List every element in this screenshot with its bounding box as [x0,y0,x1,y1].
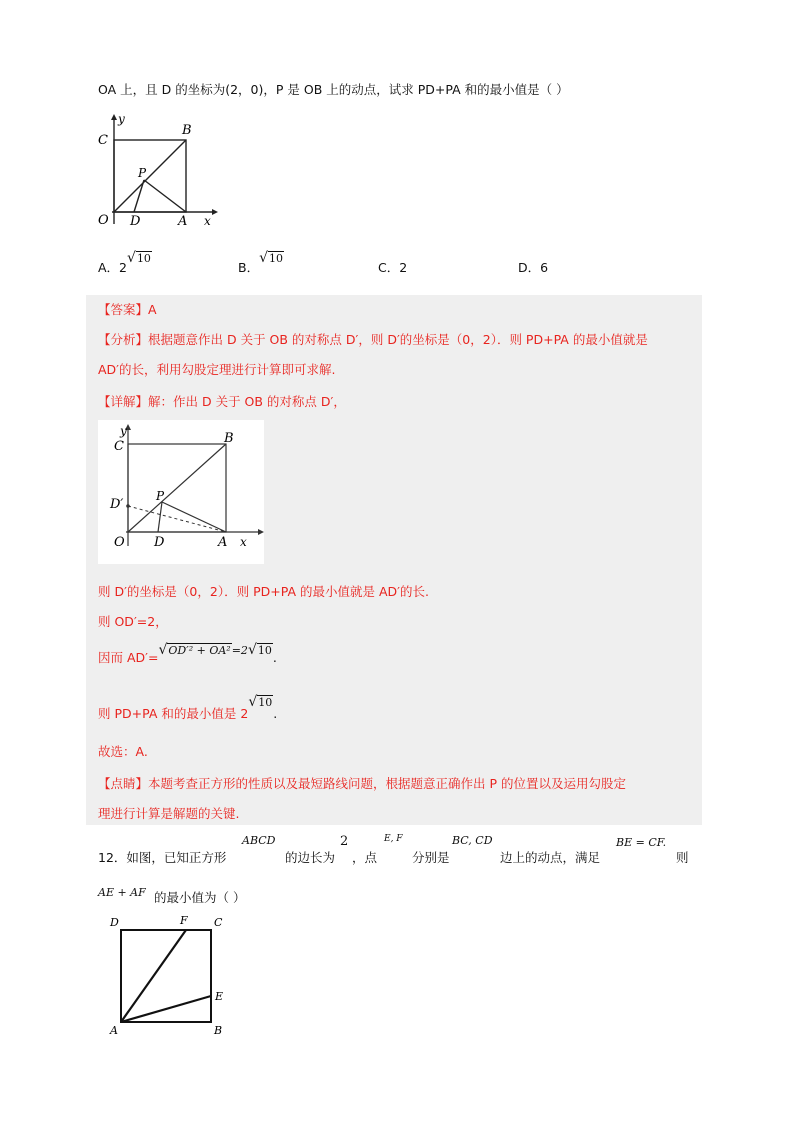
q12-t3: 分别是 [412,850,450,865]
option-d: D．6 [518,260,549,275]
solution-line-3: 因而 AD′=√OD′² + OA²=2√10. [98,642,277,665]
q11-figure [94,112,224,232]
solution-line-1: 则 D′的坐标是（0，2）．则 PD+PA 的最小值就是 AD′的长. [98,584,429,599]
comment-line-2: 理进行计算是解题的关键. [98,806,240,821]
comment-line-1: 【点睛】本题考查正方形的性质以及最短路线问题，根据题意正确作出 P 的位置以及运用勾股定 [98,776,626,791]
q12-ef: E, F [384,834,403,844]
q12-label-B: B [214,1024,223,1037]
solution-figure [98,420,264,564]
analysis-line-2: AD′的长，利用勾股定理进行计算即可求解. [98,362,336,377]
sol-label-x: x [240,535,247,549]
q12-t6: 的最小值为（ ） [154,890,246,905]
solution-line-4: 则 PD+PA 和的最小值是 2√10. [98,694,278,721]
sol-label-O: O [114,535,125,550]
q12-figure [108,912,238,1040]
sol-label-B: B [224,431,234,446]
q12-label-C: C [214,916,223,929]
sol-label-Dp: D′ [110,497,124,512]
answer-line: 【答案】A [98,302,157,317]
detail-line: 【详解】解：作出 D 关于 OB 的对称点 D′， [98,394,346,409]
sol-label-A: A [218,535,228,550]
q12-label-E: E [215,990,224,1003]
q12-t4: 边上的动点，满足 [500,850,601,865]
q11-stem: OA 上，且 D 的坐标为(2，0)，P 是 OB 上的动点，试求 PD+PA 和的最小值是（ ） [98,82,569,97]
sol-label-y: y [120,424,127,438]
q12-bccd: BC, CD [452,834,493,847]
label-B: B [182,123,192,138]
q12-expr: AE + AF [98,886,146,899]
label-x: x [204,214,211,228]
q12-t2: ，点 [352,850,378,865]
analysis-line-1: 【分析】根据题意作出 D 关于 OB 的对称点 D′，则 D′的坐标是（0，2）．则 PD+PA 的最小值就是 [98,332,648,347]
q12-cond: BE = CF. [616,836,667,849]
option-b: B．√10 [238,250,283,275]
solution-line-2: 则 OD′=2， [98,614,168,629]
option-a: A．2√10 [98,250,151,275]
q12-label-F: F [180,914,188,927]
option-c: C．2 [378,260,408,275]
label-y: y [118,112,125,126]
label-A: A [178,214,188,229]
q12-label-D: D [110,916,119,929]
q12-num: 12．如图，已知正方形 [98,850,227,865]
sol-label-P: P [156,489,165,503]
label-C: C [98,133,108,148]
choice-line: 故选：A. [98,744,148,759]
q12-t1: 的边长为 [285,850,336,865]
q12-label-A: A [110,1024,118,1037]
label-O: O [98,213,109,228]
sol-label-D: D [154,535,165,550]
label-P: P [138,166,147,180]
q12-t5: 则 [676,850,689,865]
sol-label-C: C [114,439,124,454]
q12-abcd: ABCD [242,834,276,847]
label-D: D [130,214,141,229]
q12-side: 2 [340,834,349,849]
